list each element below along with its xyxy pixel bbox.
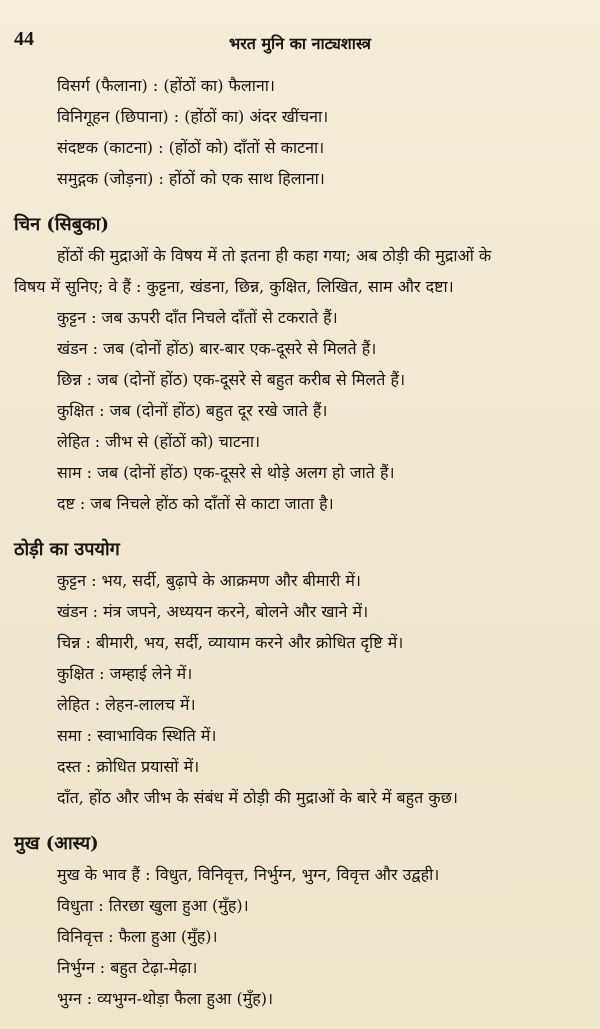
usage-line: लेहित : लेहन-लालच में।	[57, 695, 196, 714]
lip-line: विसर्ग (फैलाना) : (होंठों का) फैलाना।	[57, 76, 275, 95]
usage-line: दस्त : क्रोधित प्रयासों में।	[57, 757, 200, 776]
definition-line: खंडन : जब (दोनों होंठ) बार-बार एक-दूसरे से मिलते हैं।	[57, 339, 377, 358]
running-title: भरत मुनि का नाट्यशास्त्र	[229, 34, 371, 53]
page-header	[14, 28, 586, 62]
definition-line: साम : जब (दोनों होंठ) एक-दूसरे से थोड़े अलग हो जाते हैं।	[57, 463, 395, 482]
mouth-line: निर्भुग्न : बहुत टेढ़ा-मेढ़ा।	[57, 958, 198, 977]
usage-line: चिन्न : बीमारी, भय, सर्दी, व्यायाम करने और क्रोधित दृष्टि में।	[57, 633, 404, 652]
section-heading-mouth: मुख (आस्य)	[14, 833, 99, 854]
page-number: 44	[14, 28, 34, 50]
usage-line: समा : स्वाभाविक स्थिति में।	[57, 726, 217, 745]
paragraph-line: विषय में सुनिए; वे हैं : कुट्टना, खंडना, छिन्न, कुक्षित, लिखित, साम और दष्टा।	[14, 277, 454, 296]
usage-line: कुक्षित : जम्हाई लेने में।	[57, 664, 193, 683]
mouth-line: विनिवृत्त : फैला हुआ (मुँह)।	[57, 927, 218, 946]
paragraph-line: होंठों की मुद्राओं के विषय में तो इतना ही कहा गया; अब ठोड़ी की मुद्राओं के	[57, 246, 492, 265]
lip-line: विनिगूहन (छिपाना) : (होंठों का) अंदर खींचना।	[57, 107, 329, 126]
definition-line: दष्ट : जब निचले होंठ को दाँतों से काटा जाता है।	[57, 494, 334, 513]
mouth-line: भुग्न : व्यभुग्न-थोड़ा फैला हुआ (मुँह)।	[57, 989, 274, 1008]
definition-line: छिन्न : जब (दोनों होंठ) एक-दूसरे से बहुत करीब से मिलते हैं।	[57, 370, 406, 389]
usage-line: कुट्टन : भय, सर्दी, बुढ़ापे के आक्रमण और बीमारी में।	[57, 571, 361, 590]
page-body	[14, 70, 588, 1014]
usage-line: दाँत, होंठ और जीभ के संबंध में ठोड़ी की मुद्राओं के बारे में बहुत कुछ।	[57, 788, 458, 807]
definition-line: कुक्षित : जब (दोनों होंठ) बहुत दूर रखे जाते हैं।	[57, 401, 328, 420]
lip-line: संदष्टक (काटना) : (होंठों को) दाँतों से काटना।	[57, 138, 325, 157]
mouth-line: विधुता : तिरछा खुला हुआ (मुँह)।	[57, 896, 249, 915]
definition-line: लेहित : जीभ से (होंठों को) चाटना।	[57, 432, 261, 451]
mouth-line: मुख के भाव हैं : विधुत, विनिवृत्त, निर्भुग्न, भुग्न, विवृत्त और उद्वही।	[57, 865, 440, 884]
section-heading-chin-use: ठोड़ी का उपयोग	[14, 539, 120, 560]
section-heading-chin: चिन (सिबुका)	[14, 214, 109, 235]
definition-line: कुट्टन : जब ऊपरी दाँत निचले दाँतों से टकराते हैं।	[57, 308, 338, 327]
lip-line: समुद्गक (जोड़ना) : होंठों को एक साथ हिलाना।	[57, 169, 325, 188]
usage-line: खंडन : मंत्र जपने, अध्ययन करने, बोलने और खाने में।	[57, 602, 369, 621]
